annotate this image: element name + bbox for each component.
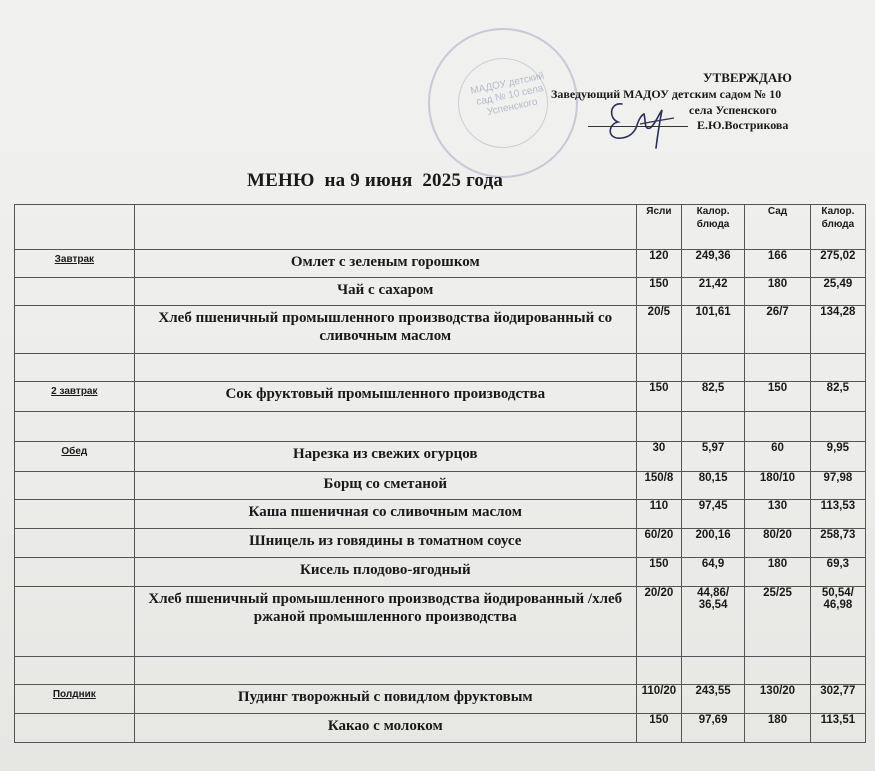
sad-calories-cell: 113,51: [810, 714, 865, 743]
meal-cell: [15, 558, 135, 587]
yasli-calories-cell: 82,5: [681, 382, 744, 412]
meal-cell: [15, 657, 135, 685]
meal-cell: [15, 278, 135, 306]
meal-cell: [15, 529, 135, 558]
yasli-calories-cell: 5,97: [681, 442, 744, 472]
dish-cell: Нарезка из свежих огурцов: [134, 442, 636, 472]
meal-cell: [15, 472, 135, 500]
table-row: [15, 714, 866, 743]
yasli-calories-cell: 80,15: [681, 472, 744, 500]
yasli-portion-cell: 110: [636, 500, 681, 529]
table-row: [15, 685, 866, 714]
yasli-portion-cell: [636, 412, 681, 442]
yasli-portion-cell: 110/20: [636, 685, 681, 714]
yasli-calories-cell: 21,42: [681, 278, 744, 306]
meal-cell: [15, 587, 135, 657]
sad-calories-cell: 258,73: [810, 529, 865, 558]
sad-calories-cell: 9,95: [810, 442, 865, 472]
header-calories-sad: Калор. блюда: [810, 205, 865, 250]
dish-cell: Омлет с зеленым горошком: [134, 250, 636, 278]
yasli-portion-cell: 150: [636, 714, 681, 743]
sad-portion-cell: [745, 412, 810, 442]
yasli-portion-cell: [636, 354, 681, 382]
sad-portion-cell: 26/7: [745, 306, 810, 354]
yasli-portion-cell: 150: [636, 558, 681, 587]
signature-line: [588, 126, 688, 127]
header-meal: [15, 205, 135, 250]
yasli-portion-cell: 20/5: [636, 306, 681, 354]
yasli-calories-cell: 249,36: [681, 250, 744, 278]
sad-portion-cell: [745, 657, 810, 685]
stamp-text: МАДОУ детский сад № 10 села Успенского: [469, 70, 546, 118]
yasli-calories-cell: [681, 657, 744, 685]
dish-cell: Чай с сахаром: [134, 278, 636, 306]
sad-calories-cell: 134,28: [810, 306, 865, 354]
meal-cell: 2 завтрак: [15, 382, 135, 412]
table-row: [15, 442, 866, 472]
table-row: [15, 382, 866, 412]
sad-portion-cell: 25/25: [745, 587, 810, 657]
yasli-calories-cell: 97,69: [681, 714, 744, 743]
table-row: [15, 250, 866, 278]
sad-portion-cell: 180: [745, 278, 810, 306]
yasli-calories-cell: 243,55: [681, 685, 744, 714]
meal-cell: [15, 412, 135, 442]
table-row: [15, 500, 866, 529]
sad-calories-cell: 302,77: [810, 685, 865, 714]
yasli-portion-cell: 150/8: [636, 472, 681, 500]
sad-portion-cell: 80/20: [745, 529, 810, 558]
yasli-calories-cell: [681, 412, 744, 442]
yasli-portion-cell: 60/20: [636, 529, 681, 558]
yasli-calories-cell: 101,61: [681, 306, 744, 354]
dish-cell: Кисель плодово-ягодный: [134, 558, 636, 587]
meal-cell: [15, 354, 135, 382]
sad-portion-cell: 150: [745, 382, 810, 412]
sad-portion-cell: 130/20: [745, 685, 810, 714]
sad-calories-cell: [810, 412, 865, 442]
page-title: МЕНЮ на 9 июня 2025 года: [247, 170, 504, 191]
table-row: [15, 354, 866, 382]
approval-name: Е.Ю.Вострикова: [697, 118, 789, 132]
meal-cell: Обед: [15, 442, 135, 472]
table-row: [15, 529, 866, 558]
table-row: [15, 278, 866, 306]
table-row: [15, 472, 866, 500]
header-dish: [134, 205, 636, 250]
table-row: [15, 558, 866, 587]
header-calories-yasli: Калор. блюда: [681, 205, 744, 250]
sad-calories-cell: 82,5: [810, 382, 865, 412]
dish-cell: Хлеб пшеничный промышленного производства йодированный /хлеб ржаной промышленного производства: [134, 587, 636, 657]
sad-calories-cell: [810, 354, 865, 382]
meal-cell: Завтрак: [15, 250, 135, 278]
yasli-calories-cell: [681, 354, 744, 382]
approval-position: Заведующий МАДОУ детским садом № 10: [551, 87, 782, 101]
dish-cell: Борщ со сметаной: [134, 472, 636, 500]
yasli-portion-cell: 150: [636, 382, 681, 412]
yasli-calories-cell: 44,86/ 36,54: [681, 587, 744, 657]
table-row: [15, 587, 866, 657]
approval-location: села Успенского: [689, 103, 777, 117]
meal-cell: Полдник: [15, 685, 135, 714]
yasli-portion-cell: [636, 657, 681, 685]
yasli-portion-cell: 30: [636, 442, 681, 472]
sad-calories-cell: 69,3: [810, 558, 865, 587]
sad-portion-cell: [745, 354, 810, 382]
sad-portion-cell: 180: [745, 558, 810, 587]
yasli-portion-cell: 150: [636, 278, 681, 306]
sad-portion-cell: 166: [745, 250, 810, 278]
sad-calories-cell: [810, 657, 865, 685]
dish-cell: [134, 354, 636, 382]
yasli-calories-cell: 64,9: [681, 558, 744, 587]
yasli-portion-cell: 120: [636, 250, 681, 278]
sad-calories-cell: 113,53: [810, 500, 865, 529]
dish-cell: [134, 412, 636, 442]
dish-cell: Сок фруктовый промышленного производства: [134, 382, 636, 412]
sad-calories-cell: 275,02: [810, 250, 865, 278]
sad-calories-cell: 25,49: [810, 278, 865, 306]
meal-cell: [15, 500, 135, 529]
menu-table: [14, 204, 866, 743]
approval-title: УТВЕРЖДАЮ: [703, 70, 792, 85]
yasli-calories-cell: 200,16: [681, 529, 744, 558]
meal-cell: [15, 714, 135, 743]
sad-portion-cell: 60: [745, 442, 810, 472]
dish-cell: Пудинг творожный с повидлом фруктовым: [134, 685, 636, 714]
yasli-calories-cell: 97,45: [681, 500, 744, 529]
header-sad: Сад: [745, 205, 810, 250]
table-row: [15, 306, 866, 354]
table-header-row: [15, 205, 866, 250]
sad-calories-cell: 50,54/ 46,98: [810, 587, 865, 657]
dish-cell: Хлеб пшеничный промышленного производства йодированный со сливочным маслом: [134, 306, 636, 354]
dish-cell: Каша пшеничная со сливочным маслом: [134, 500, 636, 529]
header-yasli: Ясли: [636, 205, 681, 250]
dish-cell: Шницель из говядины в томатном соусе: [134, 529, 636, 558]
yasli-portion-cell: 20/20: [636, 587, 681, 657]
table-row: [15, 412, 866, 442]
dish-cell: Какао с молоком: [134, 714, 636, 743]
sad-portion-cell: 130: [745, 500, 810, 529]
sad-calories-cell: 97,98: [810, 472, 865, 500]
meal-cell: [15, 306, 135, 354]
sad-portion-cell: 180: [745, 714, 810, 743]
sad-portion-cell: 180/10: [745, 472, 810, 500]
table-row: [15, 657, 866, 685]
dish-cell: [134, 657, 636, 685]
